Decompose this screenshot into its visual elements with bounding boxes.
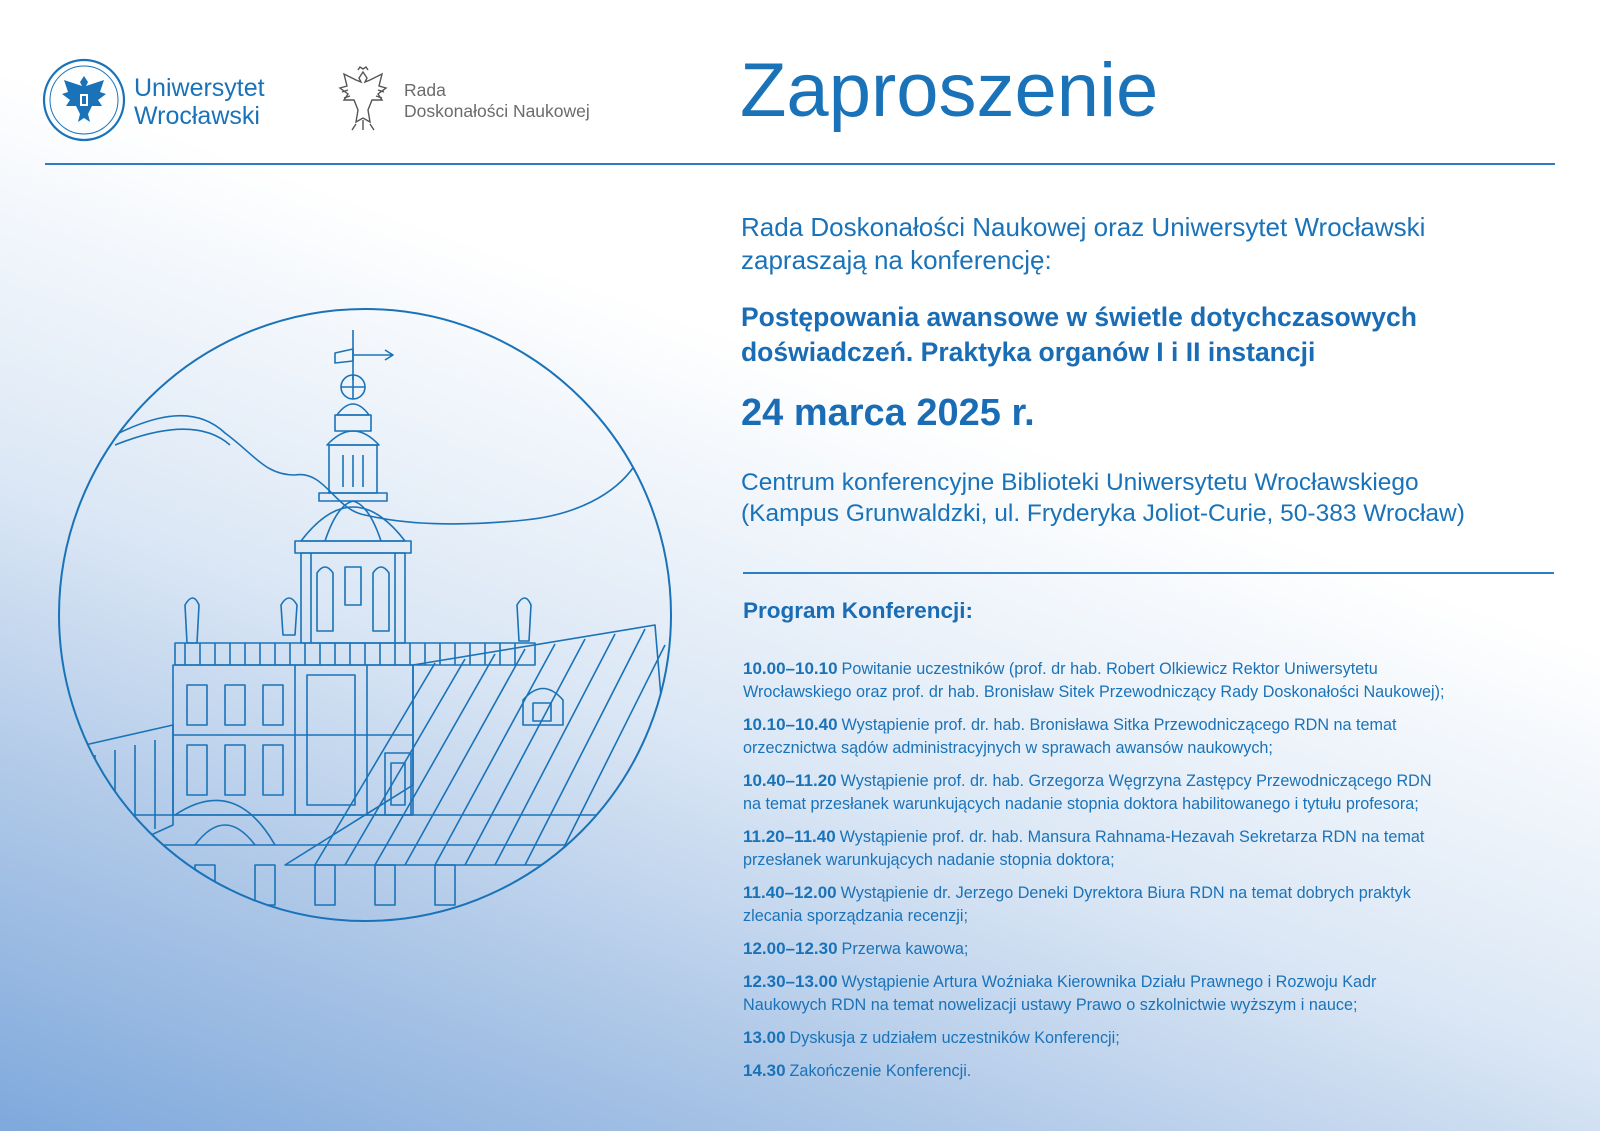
program-item-text: Dyskusja z udziałem uczestników Konferencji; bbox=[789, 1029, 1120, 1047]
program-item-text-cont: zlecania sporządzania recenzji; bbox=[743, 907, 968, 925]
conference-title-line-1: Postępowania awansowe w świetle dotychczasowych bbox=[741, 302, 1417, 332]
intro-line-2: zapraszają na konferencję: bbox=[741, 245, 1052, 275]
rdn-logo-line2: Doskonałości Naukowej bbox=[404, 101, 590, 121]
program-item-time: 11.40–12.00 bbox=[743, 883, 837, 902]
program-item-text: Wystąpienie prof. dr. hab. Bronisława Sitka Przewodniczącego RDN na temat bbox=[841, 716, 1397, 734]
program-item-text-cont: Naukowych RDN na temat nowelizacji ustawy Prawo o szkolnictwie wyższym i nauce; bbox=[743, 996, 1358, 1014]
program-divider bbox=[743, 572, 1554, 574]
header-divider bbox=[45, 163, 1555, 165]
eagle-crest-icon bbox=[42, 58, 126, 146]
uwr-logo bbox=[42, 58, 265, 146]
venue-line-2: (Kampus Grunwaldzki, ul. Fryderyka Joliot-Curie, 50-383 Wrocław) bbox=[741, 500, 1465, 527]
program-item-text: Przerwa kawowa; bbox=[841, 940, 969, 958]
uwr-logo-text bbox=[134, 74, 265, 130]
conference-date: 24 marca 2025 r. bbox=[741, 392, 1035, 434]
program-item-text-cont: na temat przesłanek warunkujących nadanie stopnia doktora habilitowanego i tytułu profesora; bbox=[743, 795, 1419, 813]
program-item-time: 10.10–10.40 bbox=[743, 715, 838, 734]
program-item-time: 12.30–13.00 bbox=[743, 972, 838, 991]
program-item bbox=[743, 825, 1573, 872]
uwr-logo-line2: Wrocławski bbox=[134, 102, 260, 130]
page-title: Zaproszenie bbox=[740, 48, 1159, 133]
invitation-intro bbox=[741, 211, 1561, 277]
program-list bbox=[743, 657, 1573, 1092]
program-item-text: Wystąpienie prof. dr. hab. Mansura Rahnama-Hezavah Sekretarza RDN na temat bbox=[839, 828, 1425, 846]
rdn-logo bbox=[334, 66, 590, 136]
program-item-text: Wystąpienie Artura Woźniaka Kierownika Działu Prawnego i Rozwoju Kadr bbox=[841, 973, 1377, 991]
program-item-text-cont: Wrocławskiego oraz prof. dr hab. Bronisław Sitek Przewodniczący Rady Doskonałości Naukowej); bbox=[743, 683, 1445, 701]
program-item bbox=[743, 881, 1573, 928]
conference-title bbox=[741, 300, 1561, 370]
intro-line-1: Rada Doskonałości Naukowej oraz Uniwersytet Wrocławski bbox=[741, 212, 1426, 242]
program-item-text: Wystąpienie dr. Jerzego Deneki Dyrektora Biura RDN na temat dobrych praktyk bbox=[840, 884, 1411, 902]
program-item bbox=[743, 769, 1573, 816]
program-item-time: 11.20–11.40 bbox=[743, 827, 836, 846]
program-item bbox=[743, 970, 1573, 1017]
program-item-text: Powitanie uczestników (prof. dr hab. Robert Olkiewicz Rektor Uniwersytetu bbox=[841, 660, 1378, 678]
program-item-time: 13.00 bbox=[743, 1028, 786, 1047]
polish-eagle-emblem-icon bbox=[334, 66, 392, 136]
program-item bbox=[743, 657, 1573, 704]
rdn-logo-line1: Rada bbox=[404, 80, 446, 100]
program-item-time: 14.30 bbox=[743, 1061, 786, 1080]
program-item-text-cont: orzecznictwa sądów administracyjnych w sprawach awansów naukowych; bbox=[743, 739, 1273, 757]
conference-venue bbox=[741, 467, 1581, 529]
program-item-time: 12.00–12.30 bbox=[743, 939, 838, 958]
program-item-text: Zakończenie Konferencji. bbox=[789, 1062, 972, 1080]
program-item bbox=[743, 1059, 1573, 1083]
conference-title-line-2: doświadczeń. Praktyka organów I i II instancji bbox=[741, 337, 1316, 367]
rdn-logo-text bbox=[404, 80, 590, 122]
program-heading: Program Konferencji: bbox=[743, 598, 974, 623]
uwr-logo-line1: Uniwersytet bbox=[134, 74, 265, 102]
university-tower-line-drawing-icon bbox=[55, 305, 675, 929]
venue-line-1: Centrum konferencyjne Biblioteki Uniwersytetu Wrocławskiego bbox=[741, 469, 1419, 496]
program-item bbox=[743, 937, 1573, 961]
program-item-time: 10.40–11.20 bbox=[743, 771, 837, 790]
program-item-time: 10.00–10.10 bbox=[743, 659, 838, 678]
program-item-text: Wystąpienie prof. dr. hab. Grzegorza Węgrzyna Zastępcy Przewodniczącego RDN bbox=[840, 772, 1432, 790]
program-item bbox=[743, 1026, 1573, 1050]
program-item bbox=[743, 713, 1573, 760]
program-item-text-cont: przesłanek warunkujących nadanie stopnia doktora; bbox=[743, 851, 1115, 869]
